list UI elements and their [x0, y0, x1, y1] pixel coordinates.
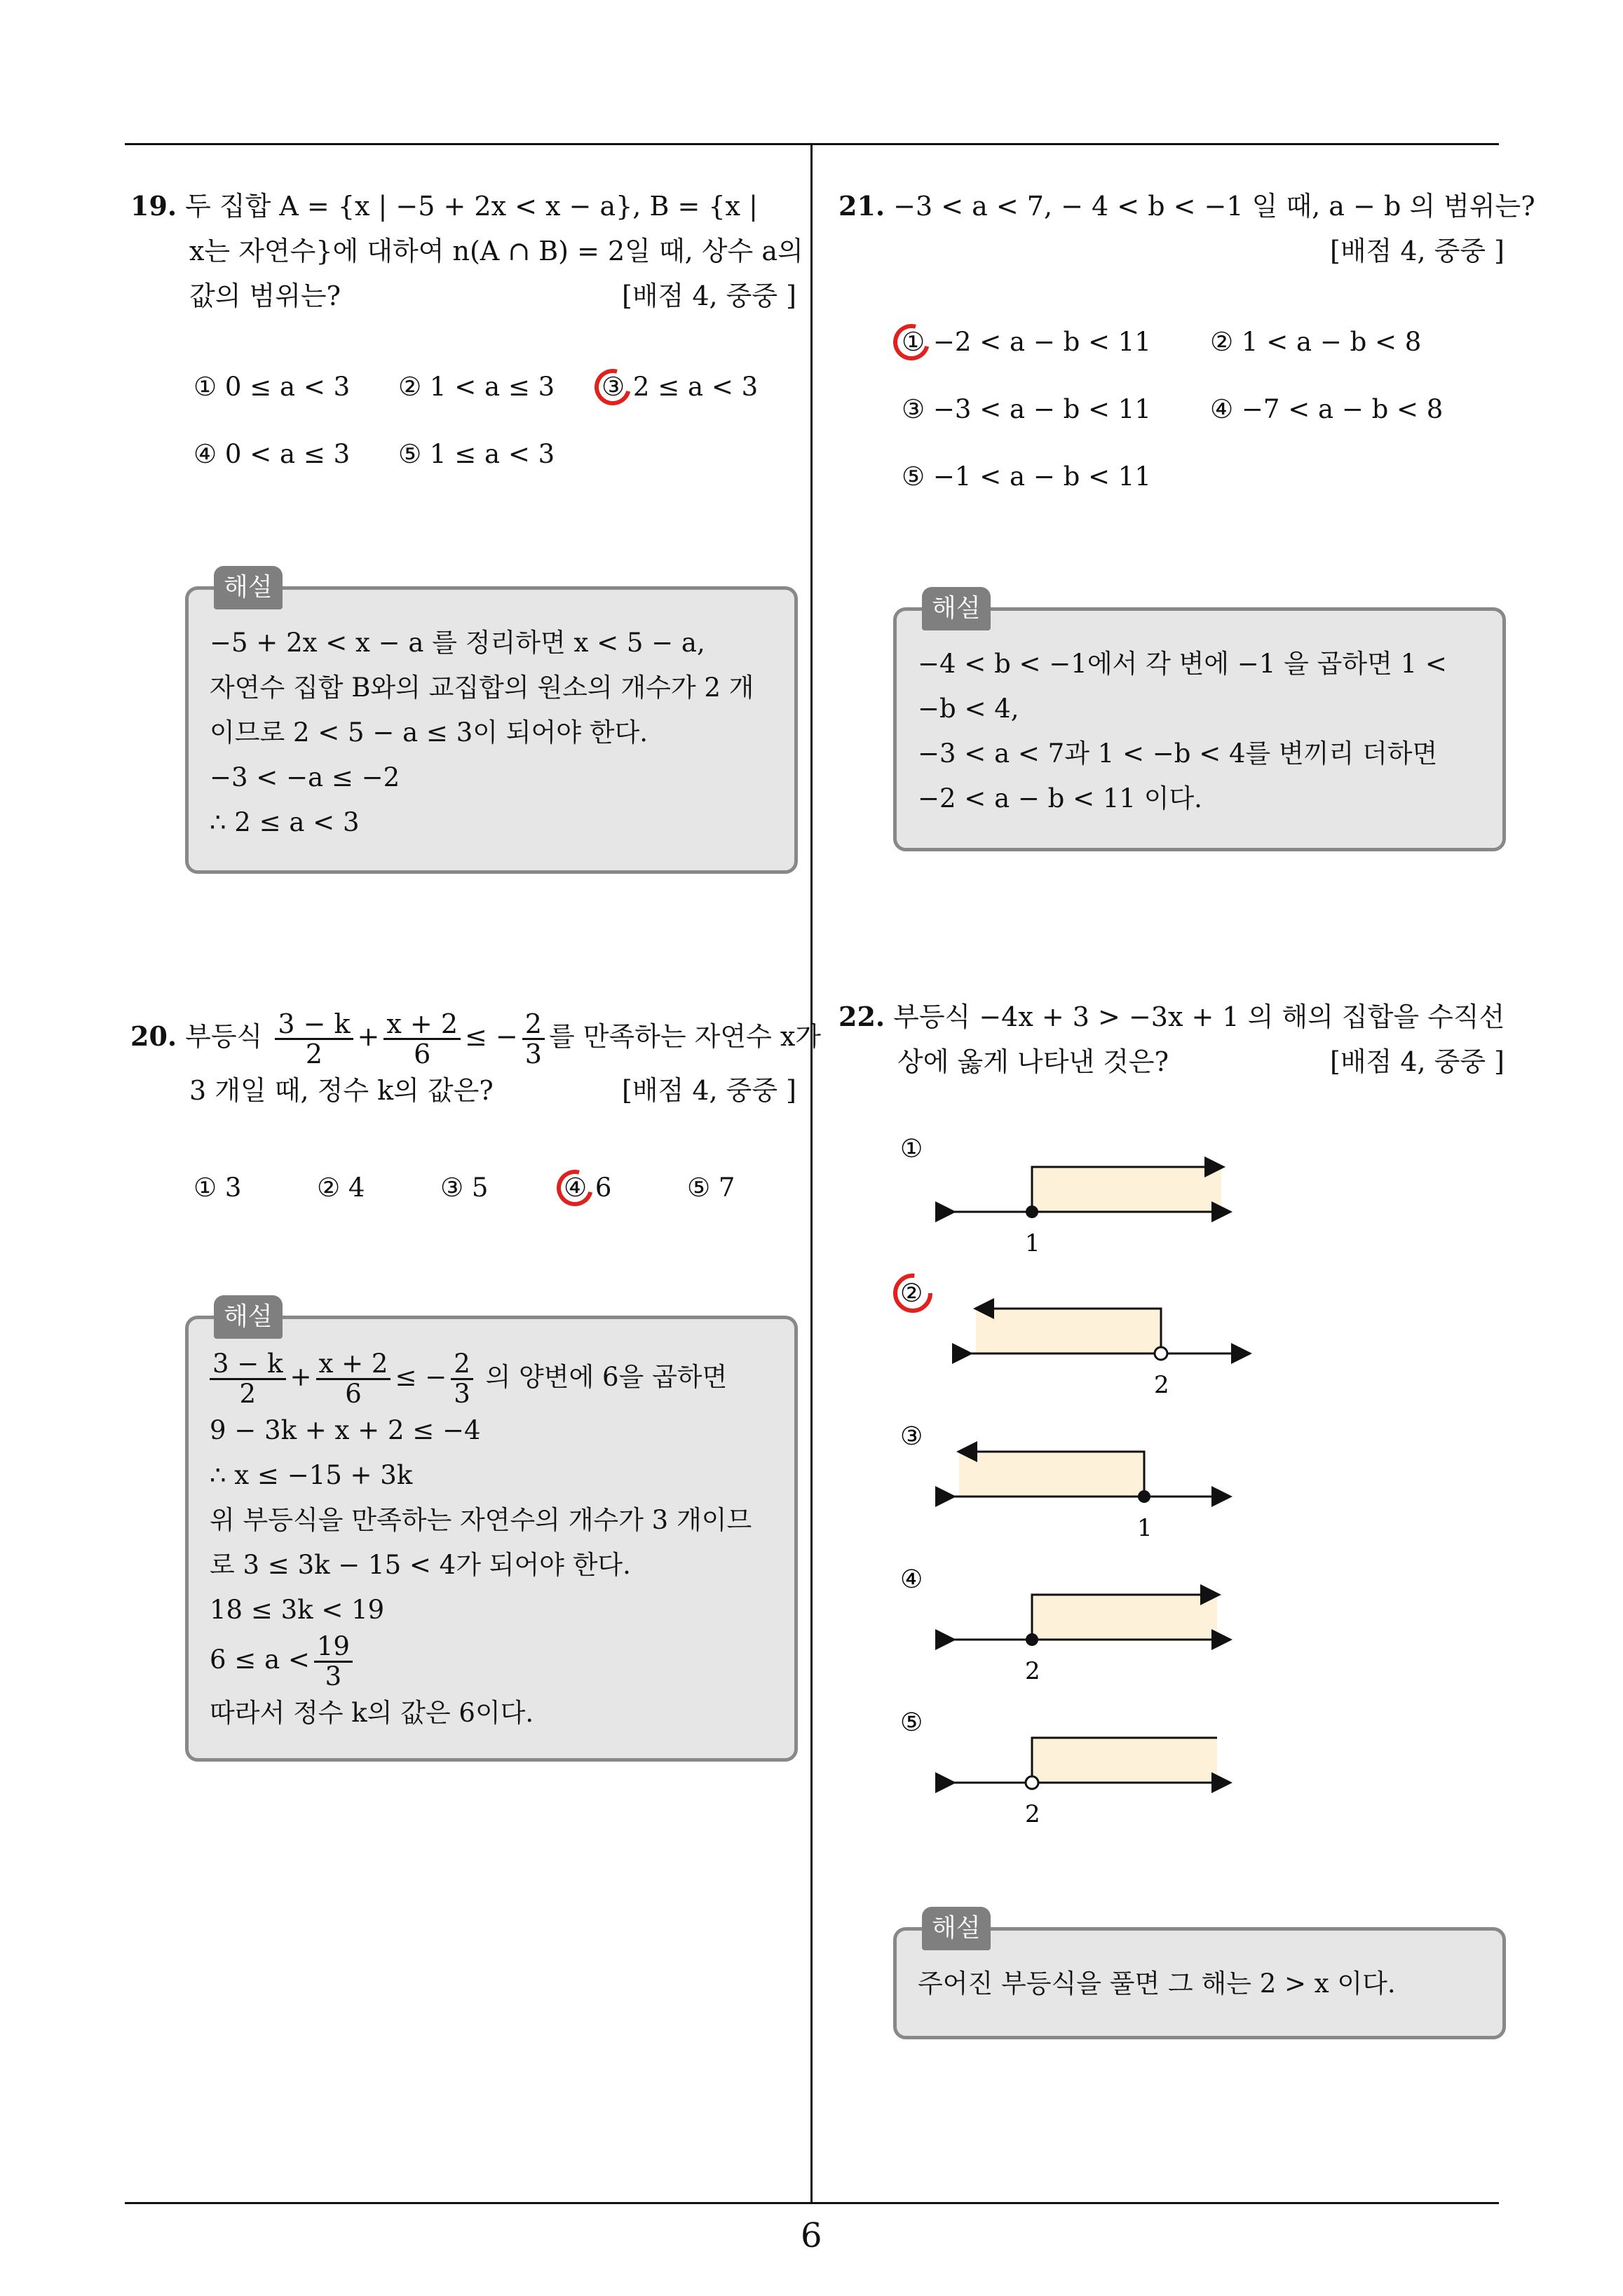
solution-line: ∴ x ≤ −15 + 3k: [210, 1460, 413, 1490]
choice-3[interactable]: ③ −3 < a − b < 11: [902, 394, 1151, 424]
fraction: $\frac{2}{3}$: [522, 1010, 545, 1068]
question-number: 19.: [130, 190, 177, 222]
solution-tag: 해설: [214, 1295, 283, 1339]
choice-1[interactable]: ① 0 ≤ a < 3: [193, 372, 351, 402]
choice-mark: ②: [900, 1279, 923, 1308]
solution-region: [1032, 1167, 1221, 1212]
solution-line: 이므로 2 < 5 − a ≤ 3이 되어야 한다.: [210, 717, 648, 748]
solution-region: [1032, 1595, 1217, 1640]
number-line-choice-3[interactable]: [900, 1422, 1228, 1542]
solution-line: 주어진 부등식을 풀면 그 해는 2 > x 이다.: [918, 1969, 1396, 1999]
number-line-choice-4[interactable]: [900, 1565, 1228, 1685]
question-text: 상에 옳게 나타낸 것은?: [897, 1046, 1169, 1077]
open-point: [1026, 1776, 1038, 1789]
solution-region: [976, 1309, 1161, 1353]
choice-5[interactable]: ⑤ 1 ≤ a < 3: [398, 439, 555, 469]
solution-tag: 해설: [922, 587, 991, 630]
choice-2[interactable]: ② 1 < a − b < 8: [1210, 327, 1422, 357]
operator: ≤ −: [465, 1021, 518, 1052]
question-text: 두 집합 A = {x | −5 + 2x < x − a}, B = {x |: [185, 191, 758, 222]
question-text: 를 만족하는 자연수 x가: [548, 1021, 821, 1052]
solution-region: [1032, 1738, 1217, 1783]
choice-mark: ③: [900, 1422, 923, 1451]
question-text: x는 자연수}에 대하여 n(A ∩ B) = 2일 때, 상수 a의: [189, 236, 803, 266]
solution-line: $\frac{3 - k}{2}$ + $\frac{x + 2}{6}$ ≤ − $\frac{2}{3}$ 의 양변에 6을 곱하면: [210, 1350, 773, 1408]
solution-region: [959, 1452, 1144, 1497]
solution-line: −5 + 2x < x − a 를 정리하면 x < 5 − a,: [210, 628, 705, 658]
fraction: $\frac{x + 2}{6}$: [316, 1350, 391, 1408]
solution-tag: 해설: [214, 566, 283, 609]
fraction: $\frac{x + 2}{6}$: [383, 1010, 461, 1068]
tick-label: 2: [1025, 1657, 1040, 1685]
solution-line: 자연수 집합 B와의 교집합의 원소의 개수가 2 개: [210, 673, 754, 703]
score-meta: [배점 4, 중중 ]: [1330, 236, 1505, 266]
solution-line: ∴ 2 ≤ a < 3: [210, 807, 360, 837]
solution-line: −3 < a < 7과 1 < −b < 4를 변끼리 더하면: [918, 738, 1438, 769]
question-text: 부등식: [185, 1021, 263, 1052]
question-number: 21.: [838, 190, 885, 222]
question-text: 부등식 −4x + 3 > −3x + 1 의 해의 집합을 수직선: [893, 1001, 1505, 1032]
solution-line: 18 ≤ 3k < 19: [210, 1595, 385, 1625]
fraction: $\frac{3 - k}{2}$: [210, 1350, 286, 1408]
tick-label: 2: [1025, 1800, 1040, 1828]
question-text: 3 개일 때, 정수 k의 값은?: [189, 1075, 494, 1106]
choice-5[interactable]: ⑤ −1 < a − b < 11: [902, 461, 1151, 492]
tick-label: 1: [1137, 1514, 1153, 1542]
choice-5[interactable]: ⑤ 7: [687, 1173, 735, 1203]
choice-3[interactable]: ③ 2 ≤ a < 3: [602, 372, 759, 402]
fraction: $\frac{19}{3}$: [314, 1633, 353, 1691]
solution-box-22: [893, 1914, 1506, 2039]
choice-2[interactable]: ② 1 < a ≤ 3: [398, 372, 555, 402]
choice-mark: ①: [900, 1135, 923, 1163]
solution-line: −3 < −a ≤ −2: [210, 762, 400, 792]
fraction: $\frac{2}{3}$: [451, 1350, 473, 1408]
choice-4[interactable]: ④ 0 < a ≤ 3: [193, 439, 351, 469]
question-text: 값의 범위는?: [189, 281, 341, 311]
choice-4[interactable]: ④ −7 < a − b < 8: [1210, 394, 1444, 424]
score-meta: [배점 4, 중중 ]: [622, 281, 796, 311]
choice-1[interactable]: ① 3: [193, 1173, 242, 1203]
score-meta: [배점 4, 중중 ]: [622, 1075, 796, 1106]
solution-line: −b < 4,: [918, 694, 1019, 724]
solution-line: 위 부등식을 만족하는 자연수의 개수가 3 개이므: [210, 1505, 752, 1535]
solution-line: 따라서 정수 k의 값은 6이다.: [210, 1698, 534, 1728]
solution-line: 6 ≤ a < $\frac{19}{3}$: [210, 1633, 773, 1691]
question-text: −3 < a < 7, − 4 < b < −1 일 때, a − b 의 범위는?: [893, 191, 1535, 222]
question-number: 22.: [838, 1001, 885, 1032]
closed-point: [1138, 1490, 1150, 1503]
choice-4[interactable]: ④ 6: [564, 1173, 612, 1203]
choice-1[interactable]: ① −2 < a − b < 11: [902, 327, 1151, 357]
open-point: [1155, 1347, 1167, 1360]
solution-tag: 해설: [922, 1907, 991, 1950]
number-line-choice-2[interactable]: [895, 1276, 1248, 1399]
choice-mark: ④: [900, 1565, 923, 1594]
tick-label: 1: [1025, 1229, 1040, 1257]
choice-2[interactable]: ② 4: [317, 1173, 365, 1203]
solution-line: 9 − 3k + x + 2 ≤ −4: [210, 1415, 481, 1445]
number-line-choice-1[interactable]: [900, 1135, 1228, 1257]
closed-point: [1026, 1633, 1038, 1646]
solution-line: 로 3 ≤ 3k − 15 < 4가 되어야 한다.: [210, 1550, 631, 1580]
choice-3[interactable]: ③ 5: [440, 1173, 489, 1203]
score-meta: [배점 4, 중중 ]: [1330, 1046, 1505, 1077]
operator: +: [357, 1021, 380, 1052]
tick-label: 2: [1154, 1371, 1169, 1399]
choice-mark: ⑤: [900, 1708, 923, 1737]
fraction: $\frac{3 - k}{2}$: [275, 1010, 353, 1068]
number-line-choice-5[interactable]: [900, 1708, 1228, 1828]
closed-point: [1026, 1206, 1038, 1218]
solution-line: −4 < b < −1에서 각 변에 −1 을 곱하면 1 <: [918, 649, 1447, 679]
question-number: 20.: [130, 1020, 177, 1052]
solution-line: −2 < a − b < 11 이다.: [918, 783, 1202, 813]
page-number: 6: [801, 2216, 822, 2255]
